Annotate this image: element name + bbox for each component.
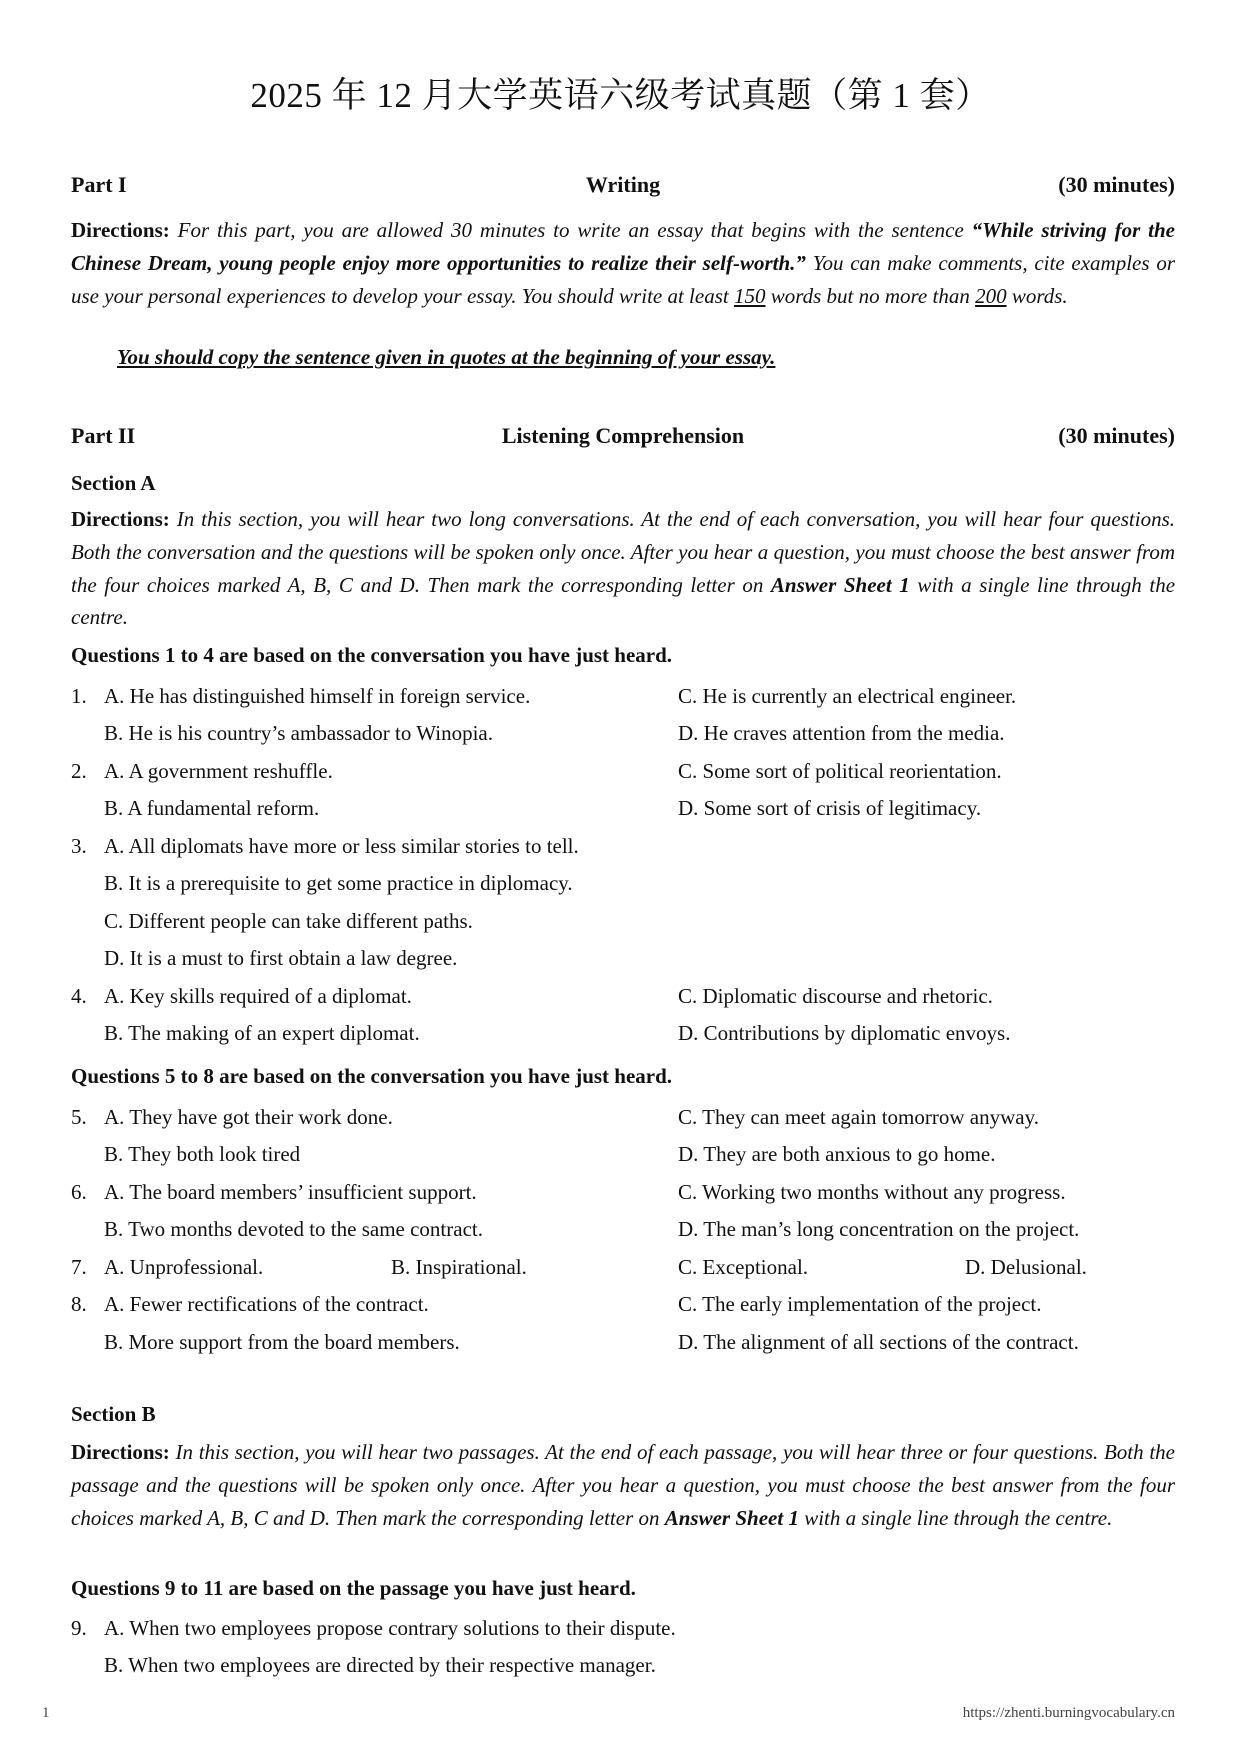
question-number: 8. bbox=[71, 1292, 87, 1316]
directions-text: words. bbox=[1011, 283, 1068, 308]
question-number: 1. bbox=[71, 684, 87, 708]
option-b: B. Inspirational. bbox=[391, 1255, 527, 1279]
question-number: 6. bbox=[71, 1180, 87, 1204]
option-c: C. They can meet again tomorrow anyway. bbox=[678, 1105, 1039, 1129]
part2-label: Part II bbox=[71, 423, 136, 448]
section-b-directions bbox=[71, 1436, 1175, 1534]
option-d: D. Contributions by diplomatic envoys. bbox=[678, 1021, 1011, 1045]
directions-text: with a single line through the centre. bbox=[71, 572, 1176, 630]
question-group-5-8: Questions 5 to 8 are based on the conversation you have just heard. bbox=[71, 1064, 673, 1088]
option-b: B. He is his country’s ambassador to Winopia. bbox=[104, 721, 493, 745]
option-c: C. Diplomatic discourse and rhetoric. bbox=[678, 984, 993, 1008]
essay-prompt-quote: “While striving for the Chinese Dream, young people enjoy more opportunities to realize their self-worth.” bbox=[71, 218, 1175, 275]
option-c: C. Exceptional. bbox=[678, 1255, 809, 1279]
option-a: A. Fewer rectifications of the contract. bbox=[104, 1292, 429, 1316]
question-number: 7. bbox=[71, 1255, 87, 1279]
directions-label: Directions: bbox=[71, 1440, 170, 1464]
option-d: D. Delusional. bbox=[965, 1255, 1087, 1279]
option-d: D. The alignment of all sections of the contract. bbox=[678, 1330, 1079, 1354]
option-d: D. He craves attention from the media. bbox=[678, 721, 1005, 745]
option-d: D. It is a must to first obtain a law degree. bbox=[104, 946, 458, 970]
answer-sheet-ref: Answer Sheet 1 bbox=[664, 1505, 799, 1530]
min-words: 150 bbox=[733, 283, 766, 308]
part2-header bbox=[71, 423, 1175, 453]
option-c: C. Some sort of political reorientation. bbox=[678, 759, 1002, 783]
option-a: A. Unprofessional. bbox=[104, 1255, 264, 1279]
option-d: D. They are both anxious to go home. bbox=[678, 1142, 996, 1166]
question-number: 5. bbox=[71, 1105, 87, 1129]
part1-header bbox=[71, 172, 1175, 202]
part1-directions bbox=[71, 214, 1175, 312]
option-b: B. It is a prerequisite to get some practice in diplomacy. bbox=[104, 871, 573, 895]
copy-sentence-note: You should copy the sentence given in quotes at the beginning of your essay. bbox=[117, 345, 776, 369]
section-b-heading: Section B bbox=[71, 1402, 156, 1426]
question-number: 3. bbox=[71, 834, 87, 858]
section-a-heading: Section A bbox=[71, 471, 156, 495]
option-b: B. When two employees are directed by their respective manager. bbox=[104, 1653, 656, 1677]
option-b: B. The making of an expert diplomat. bbox=[104, 1021, 420, 1045]
option-a: A. All diplomats have more or less similar stories to tell. bbox=[104, 834, 579, 858]
footer-url-link[interactable]: https://zhenti.burningvocabulary.cn bbox=[962, 1705, 1175, 1721]
directions-text: words but no more than bbox=[770, 283, 970, 308]
option-a: A. Key skills required of a diplomat. bbox=[104, 984, 412, 1008]
part2-name: Listening Comprehension bbox=[501, 423, 745, 448]
option-a: A. When two employees propose contrary solutions to their dispute. bbox=[104, 1616, 676, 1640]
directions-text: with a single line through the centre. bbox=[804, 1505, 1113, 1530]
part2-time: (30 minutes) bbox=[1058, 423, 1175, 448]
option-c: C. Different people can take different paths. bbox=[104, 909, 473, 933]
max-words: 200 bbox=[975, 283, 1007, 308]
page-number: 1 bbox=[42, 1705, 50, 1721]
section-a-directions bbox=[71, 503, 1175, 634]
option-b: B. Two months devoted to the same contract. bbox=[104, 1217, 483, 1241]
option-a: A. They have got their work done. bbox=[104, 1105, 393, 1129]
question-group-9-11: Questions 9 to 11 are based on the passage you have just heard. bbox=[71, 1576, 636, 1600]
question-number: 4. bbox=[71, 984, 87, 1008]
directions-text: For this part, you are allowed 30 minutes to write an essay that begins with the sentence bbox=[177, 218, 964, 242]
part1-name: Writing bbox=[585, 172, 661, 197]
option-d: D. The man’s long concentration on the project. bbox=[678, 1217, 1080, 1241]
directions-text: In this section, you will hear two long conversations. At the end of each conversation, you will hear four questions. Both the conversation and the questions will be spoken only once. After you hear a question, you must choose the best answer from the four choices marked A, B, C and D. Then mark the corresponding letter on bbox=[71, 507, 1176, 597]
option-c: C. Working two months without any progress. bbox=[678, 1180, 1066, 1204]
option-b: B. More support from the board members. bbox=[104, 1330, 460, 1354]
option-c: C. He is currently an electrical engineer. bbox=[678, 684, 1017, 708]
option-a: A. The board members’ insufficient support. bbox=[104, 1180, 477, 1204]
part1-label: Part I bbox=[71, 172, 127, 197]
option-a: A. A government reshuffle. bbox=[104, 759, 333, 783]
page-title: 2025 年 12 月大学英语六级考试真题（第 1 套） bbox=[250, 76, 991, 115]
part1-time: (30 minutes) bbox=[1058, 172, 1175, 197]
option-d: D. Some sort of crisis of legitimacy. bbox=[678, 796, 982, 820]
answer-sheet-ref: Answer Sheet 1 bbox=[770, 572, 910, 597]
directions-text: You can make comments, cite examples or use your personal experiences to develop your essay. You should write at least bbox=[71, 250, 1175, 308]
question-number: 9. bbox=[71, 1616, 87, 1640]
question-number: 2. bbox=[71, 759, 87, 783]
option-a: A. He has distinguished himself in foreign service. bbox=[104, 684, 531, 708]
directions-text: In this section, you will hear two passages. At the end of each passage, you will hear three or four questions. Both the passage and the questions will be spoken only once. After you hear a question, you must choose the best answer from the four choices marked A, B, C and D. Then mark the corresponding letter on bbox=[71, 1440, 1175, 1530]
directions-label: Directions: bbox=[71, 218, 170, 242]
option-b: B. They both look tired bbox=[104, 1142, 301, 1166]
option-b: B. A fundamental reform. bbox=[104, 796, 320, 820]
question-group-1-4: Questions 1 to 4 are based on the conversation you have just heard. bbox=[71, 643, 673, 667]
directions-label: Directions: bbox=[71, 507, 170, 531]
option-c: C. The early implementation of the project. bbox=[678, 1292, 1042, 1316]
